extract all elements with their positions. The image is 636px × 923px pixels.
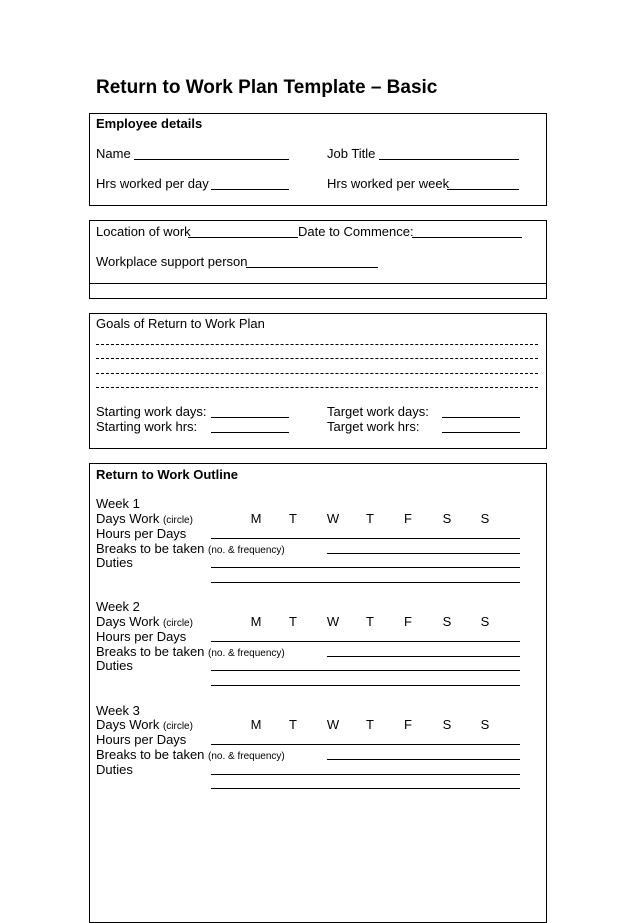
hours-per-days-field[interactable] — [211, 744, 520, 745]
breaks-field[interactable] — [327, 656, 520, 657]
job-title-field[interactable] — [379, 159, 519, 160]
day-saturday[interactable]: S — [442, 614, 452, 629]
duties-label: Duties — [96, 762, 133, 777]
day-wednesday[interactable]: W — [326, 614, 340, 629]
day-thursday[interactable]: T — [366, 511, 374, 526]
day-friday[interactable]: F — [404, 614, 412, 629]
day-wednesday[interactable]: W — [326, 511, 340, 526]
day-tuesday[interactable]: T — [289, 717, 297, 732]
day-saturday[interactable]: S — [442, 717, 452, 732]
name-label: Name — [96, 146, 131, 161]
name-field[interactable] — [134, 159, 289, 160]
hours-per-days-label: Hours per Days — [96, 732, 187, 747]
job-title-label: Job Title — [327, 146, 376, 161]
day-monday[interactable]: M — [250, 614, 262, 629]
days-work-label: Days Work (circle) — [96, 717, 193, 732]
day-saturday[interactable]: S — [442, 511, 452, 526]
week-label: Week 2 — [96, 599, 140, 614]
location-field[interactable] — [188, 237, 298, 238]
hours-per-days-label: Hours per Days — [96, 526, 187, 541]
goals-line[interactable] — [96, 344, 538, 345]
target-days-label: Target work days: — [327, 404, 429, 419]
support-person-field[interactable] — [246, 267, 378, 268]
day-friday[interactable]: F — [404, 511, 412, 526]
day-monday[interactable]: M — [250, 511, 262, 526]
date-commence-field[interactable] — [412, 237, 522, 238]
week-label: Week 3 — [96, 703, 140, 718]
breaks-field[interactable] — [327, 759, 520, 760]
day-monday[interactable]: M — [250, 717, 262, 732]
location-divider — [89, 283, 547, 284]
goals-line[interactable] — [96, 358, 538, 359]
hours-per-days-field[interactable] — [211, 538, 520, 539]
outline-heading: Return to Work Outline — [96, 467, 239, 482]
days-work-label: Days Work (circle) — [96, 614, 193, 629]
day-friday[interactable]: F — [404, 717, 412, 732]
goals-heading: Goals of Return to Work Plan — [96, 316, 265, 331]
week-label: Week 1 — [96, 496, 140, 511]
hours-per-days-field[interactable] — [211, 641, 520, 642]
day-sunday[interactable]: S — [480, 614, 490, 629]
duties-field[interactable] — [211, 685, 520, 686]
duties-field[interactable] — [211, 567, 520, 568]
breaks-field[interactable] — [327, 553, 520, 554]
duties-label: Duties — [96, 555, 133, 570]
day-thursday[interactable]: T — [366, 717, 374, 732]
duties-label: Duties — [96, 658, 133, 673]
starting-days-label: Starting work days: — [96, 404, 207, 419]
day-tuesday[interactable]: T — [289, 614, 297, 629]
target-days-field[interactable] — [442, 417, 520, 418]
duties-field[interactable] — [211, 774, 520, 775]
day-sunday[interactable]: S — [480, 511, 490, 526]
target-hrs-label: Target work hrs: — [327, 419, 420, 434]
starting-hrs-field[interactable] — [211, 432, 289, 433]
hrs-per-week-field[interactable] — [447, 189, 519, 190]
day-thursday[interactable]: T — [366, 614, 374, 629]
day-sunday[interactable]: S — [480, 717, 490, 732]
duties-field[interactable] — [211, 670, 520, 671]
goals-line[interactable] — [96, 387, 538, 388]
breaks-label: Breaks to be taken (no. & frequency) — [96, 644, 285, 659]
breaks-label: Breaks to be taken (no. & frequency) — [96, 541, 285, 556]
hrs-per-week-label: Hrs worked per week — [327, 176, 450, 191]
location-label: Location of work — [96, 224, 191, 239]
date-commence-label: Date to Commence: — [298, 224, 414, 239]
day-wednesday[interactable]: W — [326, 717, 340, 732]
page-title: Return to Work Plan Template – Basic — [96, 77, 438, 98]
support-person-label: Workplace support person — [96, 254, 248, 269]
starting-days-field[interactable] — [211, 417, 289, 418]
goals-line[interactable] — [96, 373, 538, 374]
target-hrs-field[interactable] — [442, 432, 520, 433]
hours-per-days-label: Hours per Days — [96, 629, 187, 644]
duties-field[interactable] — [211, 788, 520, 789]
days-work-label: Days Work (circle) — [96, 511, 193, 526]
employee-details-heading: Employee details — [96, 116, 203, 131]
duties-field[interactable] — [211, 582, 520, 583]
breaks-label: Breaks to be taken (no. & frequency) — [96, 747, 285, 762]
hrs-per-day-label: Hrs worked per day — [96, 176, 209, 191]
starting-hrs-label: Starting work hrs: — [96, 419, 198, 434]
day-tuesday[interactable]: T — [289, 511, 297, 526]
hrs-per-day-field[interactable] — [211, 189, 289, 190]
